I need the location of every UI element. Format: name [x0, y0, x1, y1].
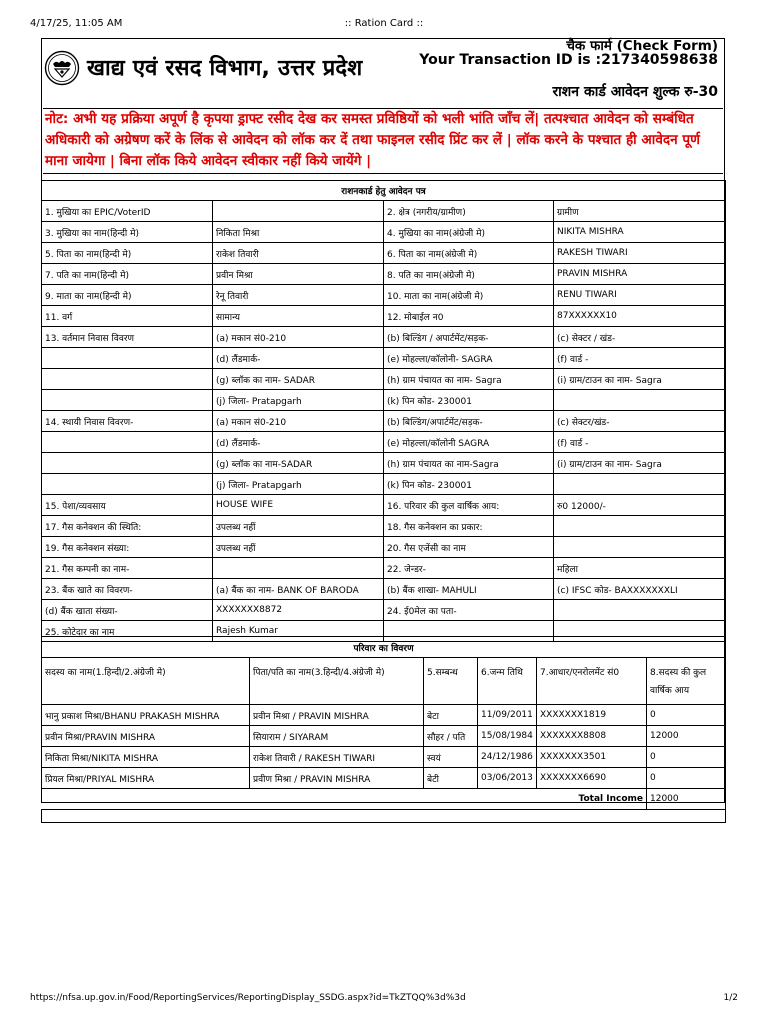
- column-header: 6.जन्म तिथि: [478, 658, 537, 705]
- applicant-row: [42, 306, 726, 327]
- field-value: (a) बैंक का नाम- BANK OF BARODA: [213, 579, 384, 600]
- member-cell: सौहर / पति: [424, 726, 478, 747]
- field-value: राकेश तिवारी: [213, 243, 384, 264]
- lock-note: नोट: अभी यह प्रक्रिया अपूर्ण है कृपया ड्राफ्ट रसीद देख कर समस्त प्रविष्ठियों को भली भांति जाँच लें| तत्पश्चात आवेदन को सम्बंधित अधिकारी को अग्रेषण करें के लिंक से आवेदन को लॉक कर दें तथा फाइनल रसीद प्रिंट कर लें | लॉक करने के पश्चात ही आवेदन पूर्ण माना जायेगा | बिना लॉक किये आवेदन स्वीकार नहीं किये जायेंगे |: [43, 108, 723, 174]
- field-label: (k) पिन कोड- 230001: [384, 390, 554, 411]
- field-value: 87XXXXXX10: [554, 306, 726, 327]
- member-cell: प्रवीन मिश्रा/PRAVIN MISHRA: [42, 726, 250, 747]
- field-label: [42, 453, 213, 474]
- member-cell: भानु प्रकाश मिश्रा/BHANU PRAKASH MISHRA: [42, 705, 250, 726]
- field-value: RAKESH TIWARI: [554, 243, 726, 264]
- applicant-row: [42, 369, 726, 390]
- field-value: (j) जिला- Pratapgarh: [213, 474, 384, 495]
- field-label: [42, 390, 213, 411]
- member-cell: बेटा: [424, 705, 478, 726]
- applicant-row: [42, 495, 726, 516]
- field-value: निकिता मिश्रा: [213, 222, 384, 243]
- member-cell: राकेश तिवारी / RAKESH TIWARI: [250, 747, 424, 768]
- member-cell: 0: [647, 747, 726, 768]
- field-label: 13. वर्तमान निवास विवरण: [42, 327, 213, 348]
- field-label: (b) बैंक शाखा- MAHULI: [384, 579, 554, 600]
- family-member-row: [42, 726, 726, 747]
- field-value: उपलब्ध नहीं: [213, 516, 384, 537]
- member-cell: 12000: [647, 726, 726, 747]
- applicant-row: [42, 348, 726, 369]
- column-header: सदस्य का नाम(1.हिन्दी/2.अंग्रेजी मे): [42, 658, 250, 705]
- field-value: (f) वार्ड -: [554, 348, 726, 369]
- field-value: [213, 558, 384, 579]
- column-header: 5.सम्बन्ध: [424, 658, 478, 705]
- field-label: (b) बिल्डिंग / अपार्टमेंट/सड़क-: [384, 327, 554, 348]
- field-value: (i) ग्राम/टाउन का नाम- Sagra: [554, 453, 726, 474]
- applicant-table: [41, 180, 726, 642]
- family-member-row: [42, 705, 726, 726]
- member-cell: 15/08/1984: [478, 726, 537, 747]
- field-label: 7. पति का नाम(हिन्दी मे): [42, 264, 213, 285]
- field-label: 11. वर्ग: [42, 306, 213, 327]
- field-label: 17. गैस कनेक्शन की स्थिति:: [42, 516, 213, 537]
- member-cell: 0: [647, 705, 726, 726]
- applicant-section-title: राशनकार्ड हेतु आवेदन पत्र: [42, 181, 726, 201]
- field-label: 21. गैस कम्पनी का नाम-: [42, 558, 213, 579]
- member-cell: 03/06/2013: [478, 768, 537, 789]
- column-header: पिता/पति का नाम(3.हिन्दी/4.अंग्रेजी मे): [250, 658, 424, 705]
- field-value: [554, 390, 726, 411]
- applicant-row: [42, 579, 726, 600]
- applicant-row: [42, 327, 726, 348]
- field-value: Rajesh Kumar: [213, 621, 384, 642]
- field-value: (d) लैंडमार्क-: [213, 432, 384, 453]
- field-value: सामान्य: [213, 306, 384, 327]
- field-label: (e) मोहल्ला/कॉलोनी SAGRA: [384, 432, 554, 453]
- field-value: रु0 12000/-: [554, 495, 726, 516]
- applicant-row: [42, 201, 726, 222]
- field-label: (h) ग्राम पंचायत का नाम- Sagra: [384, 369, 554, 390]
- column-header: 7.आधार/एनरोलमेंट सं0: [537, 658, 647, 705]
- member-cell: प्रियल मिश्रा/PRIYAL MISHRA: [42, 768, 250, 789]
- family-section-title: परिवार का विवरण: [42, 637, 726, 658]
- field-label: 5. पिता का नाम(हिन्दी मे): [42, 243, 213, 264]
- field-label: 18. गैस कनेक्शन का प्रकार:: [384, 516, 554, 537]
- field-value: (f) वार्ड -: [554, 432, 726, 453]
- field-label: [42, 474, 213, 495]
- field-label: 8. पति का नाम(अंग्रेजी मे): [384, 264, 554, 285]
- applicant-row: [42, 243, 726, 264]
- field-value: उपलब्ध नहीं: [213, 537, 384, 558]
- member-cell: XXXXXXX3501: [537, 747, 647, 768]
- field-label: 9. माता का नाम(हिन्दी मे): [42, 285, 213, 306]
- applicant-row: [42, 516, 726, 537]
- field-label: 15. पेशा/व्यवसाय: [42, 495, 213, 516]
- field-label: 19. गैस कनेक्शन संख्या:: [42, 537, 213, 558]
- print-url: https://nfsa.up.gov.in/Food/ReportingServices/ReportingDisplay_SSDG.aspx?id=TkZTQQ%3d%3d: [30, 993, 466, 1003]
- field-label: 4. मुखिया का नाम(अंग्रेजी मे): [384, 222, 554, 243]
- field-value: [554, 600, 726, 621]
- total-income-row: [42, 789, 726, 810]
- field-label: 3. मुखिया का नाम(हिन्दी मे): [42, 222, 213, 243]
- field-value: (c) सेक्टर/खंड-: [554, 411, 726, 432]
- field-value: XXXXXXX8872: [213, 600, 384, 621]
- applicant-row: [42, 285, 726, 306]
- field-value: RENU TIWARI: [554, 285, 726, 306]
- total-income-value: 12000: [647, 789, 726, 810]
- field-label: 23. बैंक खाते का विवरण-: [42, 579, 213, 600]
- member-cell: XXXXXXX8808: [537, 726, 647, 747]
- field-label: 2. क्षेत्र (नगरीय/ग्रामीण): [384, 201, 554, 222]
- applicant-row: [42, 222, 726, 243]
- member-cell: XXXXXXX1819: [537, 705, 647, 726]
- blank-cell: [42, 810, 726, 823]
- field-label: [42, 369, 213, 390]
- field-label: (b) बिल्डिंग/अपार्टमेंट/सड़क-: [384, 411, 554, 432]
- field-label: 25. कोटेदार का नाम: [42, 621, 213, 642]
- applicant-row: [42, 411, 726, 432]
- member-cell: प्रवीण मिश्रा / PRAVIN MISHRA: [250, 768, 424, 789]
- field-label: (d) बैंक खाता संख्या-: [42, 600, 213, 621]
- field-label: [42, 348, 213, 369]
- field-value: HOUSE WIFE: [213, 495, 384, 516]
- field-label: 12. मोबाईल न0: [384, 306, 554, 327]
- family-header-row: [42, 658, 726, 705]
- field-label: 10. माता का नाम(अंग्रेजी मे): [384, 285, 554, 306]
- applicant-row: [42, 390, 726, 411]
- print-datetime: 4/17/25, 11:05 AM: [30, 18, 123, 29]
- column-header: 8.सदस्य की कुल वार्षिक आय: [647, 658, 726, 705]
- application-fee: राशन कार्ड आवेदन शुल्क रु-30: [552, 84, 718, 100]
- applicant-row: [42, 558, 726, 579]
- field-label: [42, 432, 213, 453]
- field-value: महिला: [554, 558, 726, 579]
- member-cell: XXXXXXX6690: [537, 768, 647, 789]
- field-value: (j) जिला- Pratapgarh: [213, 390, 384, 411]
- blank-row: [42, 810, 726, 823]
- applicant-row: [42, 264, 726, 285]
- check-form-label: चैक फार्म (Check Form): [566, 38, 718, 54]
- print-page-number: 1/2: [723, 993, 738, 1003]
- applicant-row: [42, 600, 726, 621]
- field-value: [554, 516, 726, 537]
- field-label: (h) ग्राम पंचायत का नाम-Sagra: [384, 453, 554, 474]
- family-member-row: [42, 768, 726, 789]
- department-title: खाद्य एवं रसद विभाग, उत्तर प्रदेश: [87, 56, 363, 81]
- field-label: 14. स्थायी निवास विवरण-: [42, 411, 213, 432]
- field-label: (k) पिन कोड- 230001: [384, 474, 554, 495]
- member-cell: 0: [647, 768, 726, 789]
- field-value: (c) IFSC कोड- BAXXXXXXXLI: [554, 579, 726, 600]
- field-value: [554, 537, 726, 558]
- applicant-row: [42, 453, 726, 474]
- member-cell: 11/09/2011: [478, 705, 537, 726]
- applicant-row: [42, 474, 726, 495]
- field-value: ग्रामीण: [554, 201, 726, 222]
- print-doc-title: :: Ration Card ::: [344, 18, 424, 29]
- field-value: [213, 201, 384, 222]
- field-label: 6. पिता का नाम(अंग्रेजी मे): [384, 243, 554, 264]
- field-label: 16. परिवार की कुल वार्षिक आय:: [384, 495, 554, 516]
- up-emblem-icon: [44, 50, 80, 86]
- field-value: प्रवीन मिश्रा: [213, 264, 384, 285]
- field-value: [554, 474, 726, 495]
- family-member-row: [42, 747, 726, 768]
- family-table: [41, 636, 726, 823]
- applicant-row: [42, 537, 726, 558]
- field-label: 20. गैस एजेंसी का नाम: [384, 537, 554, 558]
- member-cell: 24/12/1986: [478, 747, 537, 768]
- member-cell: सियाराम / SIYARAM: [250, 726, 424, 747]
- member-cell: बेटी: [424, 768, 478, 789]
- field-value: (d) लैंडमार्क-: [213, 348, 384, 369]
- field-label: 24. ई0मेल का पता-: [384, 600, 554, 621]
- field-value: (g) ब्लॉक का नाम- SADAR: [213, 369, 384, 390]
- member-cell: स्वयं: [424, 747, 478, 768]
- field-label: (e) मोहल्ला/कॉलोनी- SAGRA: [384, 348, 554, 369]
- field-value: (i) ग्राम/टाउन का नाम- Sagra: [554, 369, 726, 390]
- total-income-label: Total Income: [42, 789, 647, 810]
- field-label: 22. जेन्डर-: [384, 558, 554, 579]
- member-cell: प्रवीन मिश्रा / PRAVIN MISHRA: [250, 705, 424, 726]
- field-value: NIKITA MISHRA: [554, 222, 726, 243]
- field-value: (c) सेक्टर / खंड-: [554, 327, 726, 348]
- member-cell: निकिता मिश्रा/NIKITA MISHRA: [42, 747, 250, 768]
- field-label: 1. मुखिया का EPIC/VoterID: [42, 201, 213, 222]
- applicant-row: [42, 432, 726, 453]
- field-value: रेनू तिवारी: [213, 285, 384, 306]
- transaction-id: Your Transaction ID is :217340598638: [419, 52, 718, 68]
- field-value: PRAVIN MISHRA: [554, 264, 726, 285]
- field-value: (a) मकान सं0-210: [213, 327, 384, 348]
- field-value: (a) मकान सं0-210: [213, 411, 384, 432]
- field-value: (g) ब्लॉक का नाम-SADAR: [213, 453, 384, 474]
